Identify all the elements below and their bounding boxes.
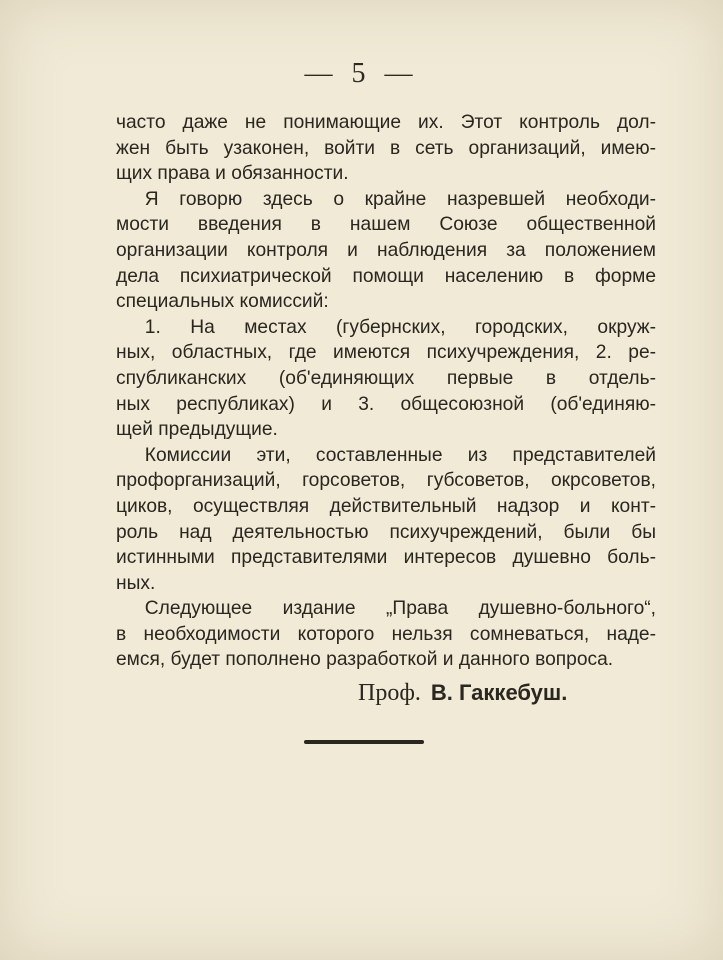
closing-rule xyxy=(304,740,424,744)
text-line: часто даже не понимающие их. Этот контроль дол- xyxy=(116,112,656,133)
body-text xyxy=(116,110,656,673)
text-line: ных, областных, где имеются психучреждения, 2. ре- xyxy=(116,342,656,364)
text-line: циков, осуществляя действительный надзор и конт- xyxy=(116,495,656,517)
text-line: ных республиках) и 3. общесоюзной (об'единяю- xyxy=(116,393,656,415)
signature-title: Проф. xyxy=(358,680,421,706)
text-line: Я говорю здесь о крайне назревшей необходи- xyxy=(144,188,656,210)
text-line: истинными представителями интересов душевно боль- xyxy=(116,547,656,569)
text-line: щей предыдущие. xyxy=(116,419,278,441)
text-line: Следующее издание „Права душевно-больного“, xyxy=(144,598,656,620)
text-line: ных. xyxy=(116,572,156,594)
paragraph-5 xyxy=(116,596,656,673)
paragraph-1 xyxy=(116,110,656,187)
text-line: жен быть узаконен, войти в сеть организаций, имею- xyxy=(116,137,656,159)
paragraph-3 xyxy=(116,315,656,443)
text-line: профорганизаций, горсоветов, губсоветов, окрсоветов, xyxy=(116,470,656,492)
text-line: емся, будет пополнено разработкой и данного вопроса. xyxy=(116,649,614,671)
text-line: Комиссии эти, составленные из представителей xyxy=(144,444,656,466)
paragraph-2 xyxy=(116,187,656,315)
signature-name: В. Гаккебуш. xyxy=(430,680,568,705)
text-line: роль над деятельностью психучреждений, были бы xyxy=(116,521,656,543)
page-number: — 5 — xyxy=(304,58,419,89)
text-line: спубликанских (об'единяющих первые в отдель- xyxy=(116,367,656,389)
text-line: в необходимости которого нельзя сомневаться, наде- xyxy=(116,623,656,645)
text-line: 1. На местах (губернских, городских, окруж- xyxy=(144,316,656,338)
text-line: мости введения в нашем Союзе общественной xyxy=(116,214,656,236)
signature xyxy=(358,680,567,707)
text-line: специальных комиссий: xyxy=(116,291,329,313)
text-line: щих права и обязанности. xyxy=(116,163,349,185)
text-line: организации контроля и наблюдения за положением xyxy=(116,239,656,261)
paragraph-4 xyxy=(116,443,656,597)
text-line: дела психиатрической помощи населению в форме xyxy=(116,265,656,287)
